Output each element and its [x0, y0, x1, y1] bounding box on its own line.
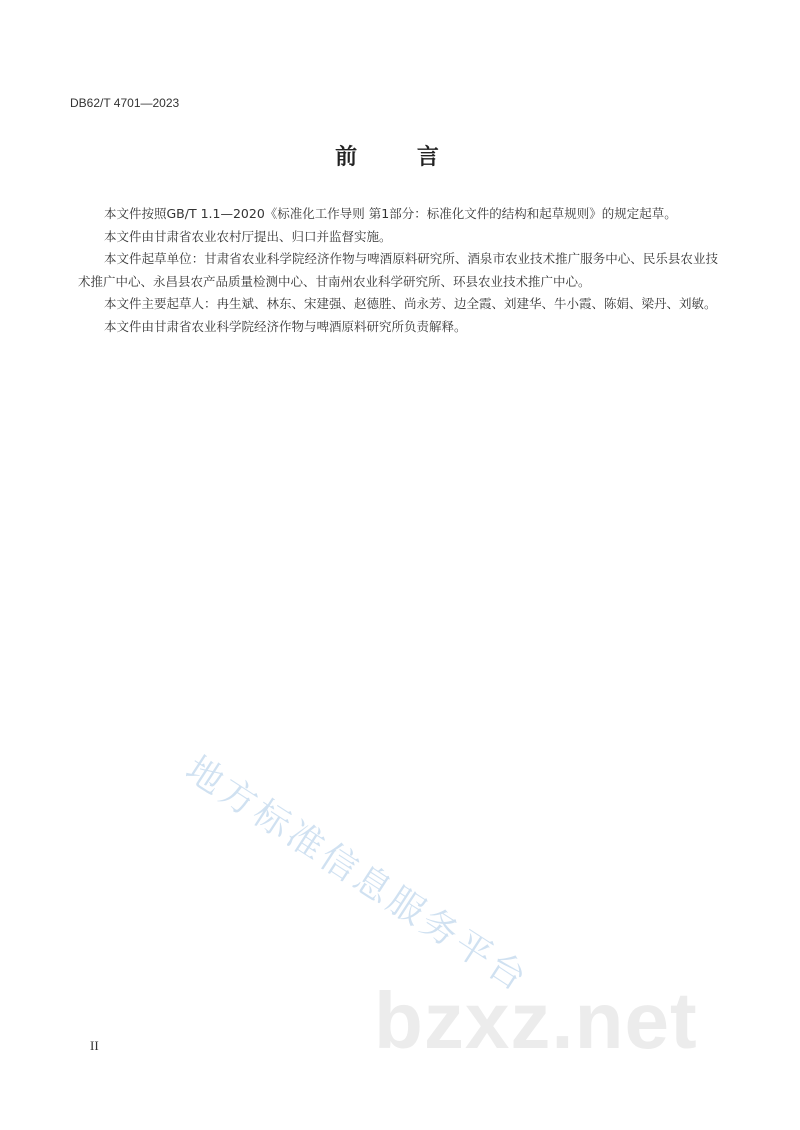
paragraph-main-drafters: 本文件主要起草人：冉生斌、林东、宋建强、赵德胜、尚永芳、边全霞、刘建华、牛小霞、陈娟、梁丹、刘敏。 — [104, 296, 717, 311]
watermark-text: 地方标准信息服务平台 — [178, 748, 537, 1001]
document-code: DB62/T 4701—2023 — [70, 96, 180, 110]
page-number: II — [90, 1038, 99, 1053]
page-title: 前 言 — [335, 145, 465, 170]
document-body — [78, 203, 718, 338]
paragraph-proposer: 本文件由甘肃省农业农村厅提出、归口并监督实施。 — [104, 228, 392, 244]
paragraph-drafting-rules: 本文件按照GB/T 1.1—2020《标准化工作导则 第1部分：标准化文件的结构和起草规则》的规定起草。 — [104, 206, 677, 221]
paragraph-interpretation: 本文件由甘肃省农业科学院经济作物与啤酒原料研究所负责解释。 — [104, 318, 467, 334]
brand-watermark: bzxz.net — [374, 976, 698, 1065]
paragraph-drafting-units: 本文件起草单位：甘肃省农业科学院经济作物与啤酒原料研究所、酒泉市农业技术推广服务中心、民乐县农业技术推广中心、永昌县农产品质量检测中心、甘南州农业科学研究所、环县农业技术推广中心。 — [78, 251, 718, 289]
